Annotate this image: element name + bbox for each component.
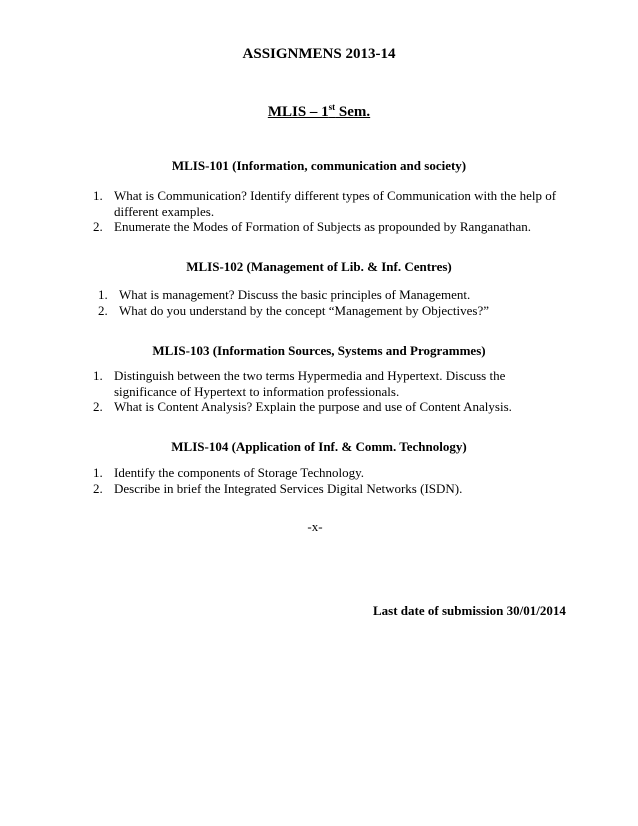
question-number: 2. bbox=[93, 399, 103, 414]
document-title: ASSIGNMENS 2013-14 bbox=[242, 46, 396, 62]
question-number: 1. bbox=[93, 465, 103, 480]
question-item bbox=[98, 287, 568, 303]
section-heading-mlis-103: MLIS-103 (Information Sources, Systems and Programmes) bbox=[152, 343, 486, 358]
question-item bbox=[93, 465, 563, 481]
question-number: 2. bbox=[93, 481, 103, 496]
question-number: 2. bbox=[93, 219, 103, 234]
question-text: What is management? Discuss the basic principles of Management. bbox=[119, 287, 471, 302]
question-item bbox=[93, 481, 563, 497]
end-separator: -x- bbox=[307, 519, 323, 534]
question-number: 1. bbox=[93, 188, 103, 203]
question-text: What do you understand by the concept “Management by Objectives?” bbox=[119, 303, 490, 318]
section-heading-mlis-101: MLIS-101 (Information, communication and society) bbox=[171, 158, 467, 173]
question-item bbox=[93, 368, 563, 400]
question-number: 1. bbox=[98, 287, 108, 302]
subtitle-suffix: Sem. bbox=[335, 104, 371, 120]
question-item bbox=[93, 188, 563, 220]
subtitle-prefix: MLIS – 1 bbox=[267, 104, 329, 120]
section-heading-mlis-104: MLIS-104 (Application of Inf. & Comm. Technology) bbox=[171, 439, 467, 454]
question-item bbox=[93, 219, 563, 235]
question-text: Identify the components of Storage Technology. bbox=[114, 465, 365, 480]
question-text: Describe in brief the Integrated Services Digital Networks (ISDN). bbox=[114, 481, 463, 496]
document-subtitle bbox=[0, 104, 638, 121]
question-number: 2. bbox=[98, 303, 108, 318]
question-text: What is Content Analysis? Explain the purpose and use of Content Analysis. bbox=[114, 399, 512, 414]
question-item bbox=[98, 303, 568, 319]
question-text: Enumerate the Modes of Formation of Subjects as propounded by Ranganathan. bbox=[114, 219, 531, 234]
question-text: Distinguish between the two terms Hypermedia and Hypertext. Discuss the significance of Hypertext to information professionals. bbox=[114, 368, 506, 399]
question-item bbox=[93, 399, 563, 415]
question-number: 1. bbox=[93, 368, 103, 383]
section-heading-mlis-102: MLIS-102 (Management of Lib. & Inf. Centres) bbox=[186, 259, 452, 274]
subtitle-superscript: st bbox=[328, 102, 336, 112]
submission-deadline: Last date of submission 30/01/2014 bbox=[373, 603, 566, 618]
question-text: What is Communication? Identify different types of Communication with the help of different examples. bbox=[114, 188, 557, 219]
